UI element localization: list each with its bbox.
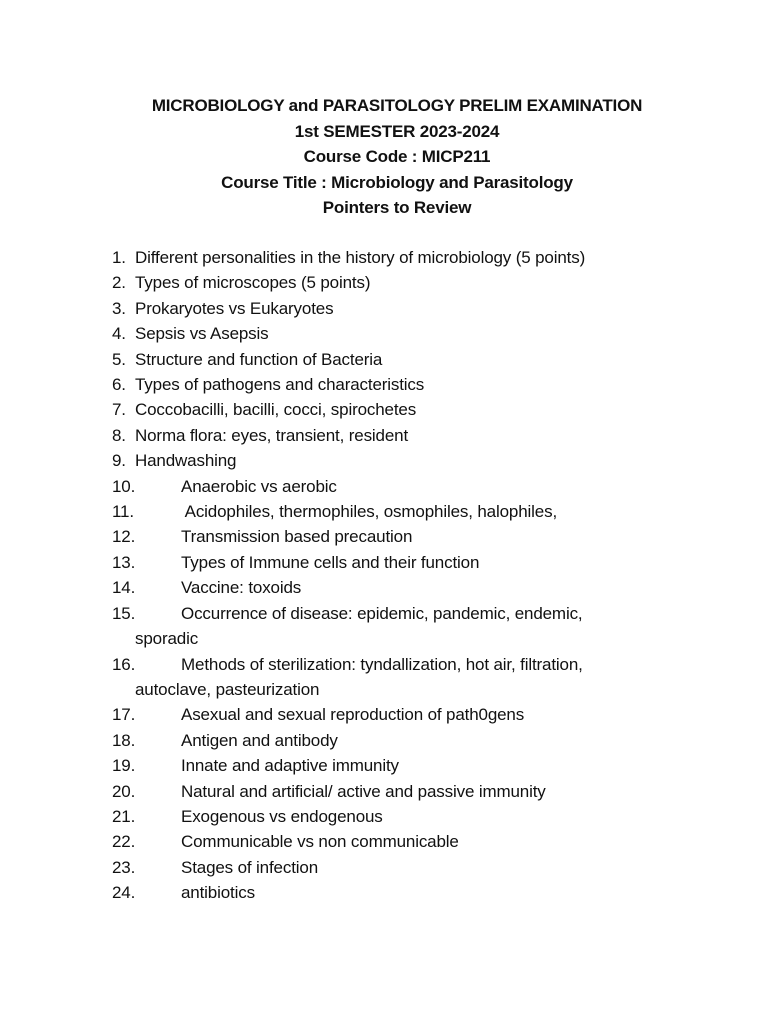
list-item	[112, 550, 672, 575]
list-item-number: 14.	[112, 578, 136, 598]
document-header	[0, 93, 768, 221]
list-item-text: Handwashing	[135, 451, 237, 471]
list-item-number: 13.	[112, 552, 136, 572]
list-item-text: Different personalities in the history of microbiology (5 points)	[135, 248, 586, 267]
list-item-text: Coccobacilli, bacilli, cocci, spirochetes	[135, 400, 417, 420]
list-item	[112, 880, 672, 905]
list-item	[112, 524, 672, 549]
list-item-text: Types of pathogens and characteristics	[135, 375, 425, 395]
list-item	[112, 347, 672, 372]
exam-title: MICROBIOLOGY and PARASITOLOGY PRELIM EXAMINATION	[151, 96, 643, 115]
list-item-text: Natural and artificial/ active and passive immunity	[181, 781, 546, 801]
list-item	[112, 270, 672, 295]
list-item-number: 11.	[112, 502, 134, 522]
list-item-number: 8.	[112, 425, 126, 445]
list-item	[112, 753, 672, 778]
list-item	[112, 728, 672, 753]
list-item-number: 22.	[112, 832, 136, 852]
list-item-text: antibiotics	[181, 883, 255, 903]
list-item-continuation: autoclave, pasteurization	[135, 679, 320, 699]
list-item-text: Types of Immune cells and their function	[181, 552, 480, 572]
list-item-number: 4.	[112, 324, 126, 344]
list-item-text: Sepsis vs Asepsis	[135, 324, 269, 344]
list-item-text: Vaccine: toxoids	[181, 578, 302, 598]
list-item	[112, 575, 672, 600]
list-item-text: Methods of sterilization: tyndallization, hot air, filtration,	[181, 654, 583, 674]
list-item-text: Acidophiles, thermophiles, osmophiles, halophiles,	[181, 502, 558, 522]
list-item-number: 17.	[112, 705, 136, 725]
list-item-number: 24.	[112, 883, 136, 903]
list-item-text: Structure and function of Bacteria	[135, 349, 383, 369]
list-item	[112, 245, 672, 270]
list-item-number: 5.	[112, 349, 126, 369]
list-item	[112, 499, 672, 524]
list-item-number: 7.	[112, 400, 126, 420]
list-item-number: 10.	[112, 476, 136, 496]
list-item-number: 9.	[112, 451, 126, 471]
course-title: Course Title : Microbiology and Parasitology	[221, 172, 573, 192]
list-item	[112, 804, 672, 829]
list-item-text: Stages of infection	[181, 857, 319, 877]
list-item	[112, 321, 672, 346]
list-item	[112, 296, 672, 321]
list-item-text: Communicable vs non communicable	[181, 832, 459, 852]
list-item	[112, 397, 672, 422]
list-item	[112, 372, 672, 397]
list-item-text: Types of microscopes (5 points)	[135, 273, 371, 293]
list-item-continuation: sporadic	[135, 629, 199, 649]
list-item-number: 16.	[112, 654, 136, 674]
list-item-number: 18.	[112, 730, 136, 750]
list-item-text: Transmission based precaution	[181, 527, 413, 547]
list-item-number: 6.	[112, 375, 126, 395]
list-item-text: Prokaryotes vs Eukaryotes	[135, 298, 334, 318]
list-item	[112, 652, 672, 703]
list-item-text: Anaerobic vs aerobic	[181, 476, 337, 496]
list-item-text: Exogenous vs endogenous	[181, 806, 383, 826]
list-item-number: 21.	[112, 806, 136, 826]
list-item	[112, 702, 672, 727]
list-item	[112, 601, 672, 652]
list-item-number: 19.	[112, 756, 136, 776]
list-item-number: 3.	[112, 298, 126, 318]
list-item	[112, 779, 672, 804]
list-item-number: 15.	[112, 603, 136, 623]
list-item-text: Antigen and antibody	[181, 730, 338, 750]
list-item-number: 1.	[112, 248, 126, 267]
list-item-number: 2.	[112, 273, 126, 293]
list-item-number: 20.	[112, 781, 136, 801]
list-item-text: Norma flora: eyes, transient, resident	[135, 425, 409, 445]
list-item-number: 23.	[112, 857, 136, 877]
list-item	[112, 855, 672, 880]
list-item-text: Occurrence of disease: epidemic, pandemic, endemic,	[181, 603, 583, 623]
list-item-text: Asexual and sexual reproduction of path0gens	[181, 705, 525, 725]
list-item	[112, 474, 672, 499]
review-pointers-list	[112, 245, 672, 906]
list-item-text: Innate and adaptive immunity	[181, 756, 399, 776]
list-item-number: 12.	[112, 527, 136, 547]
list-item	[112, 829, 672, 854]
list-item	[112, 448, 672, 473]
semester-line: 1st SEMESTER 2023-2024	[294, 121, 500, 141]
list-item	[112, 423, 672, 448]
pointers-heading: Pointers to Review	[322, 198, 472, 217]
course-code: Course Code : MICP211	[303, 147, 491, 166]
